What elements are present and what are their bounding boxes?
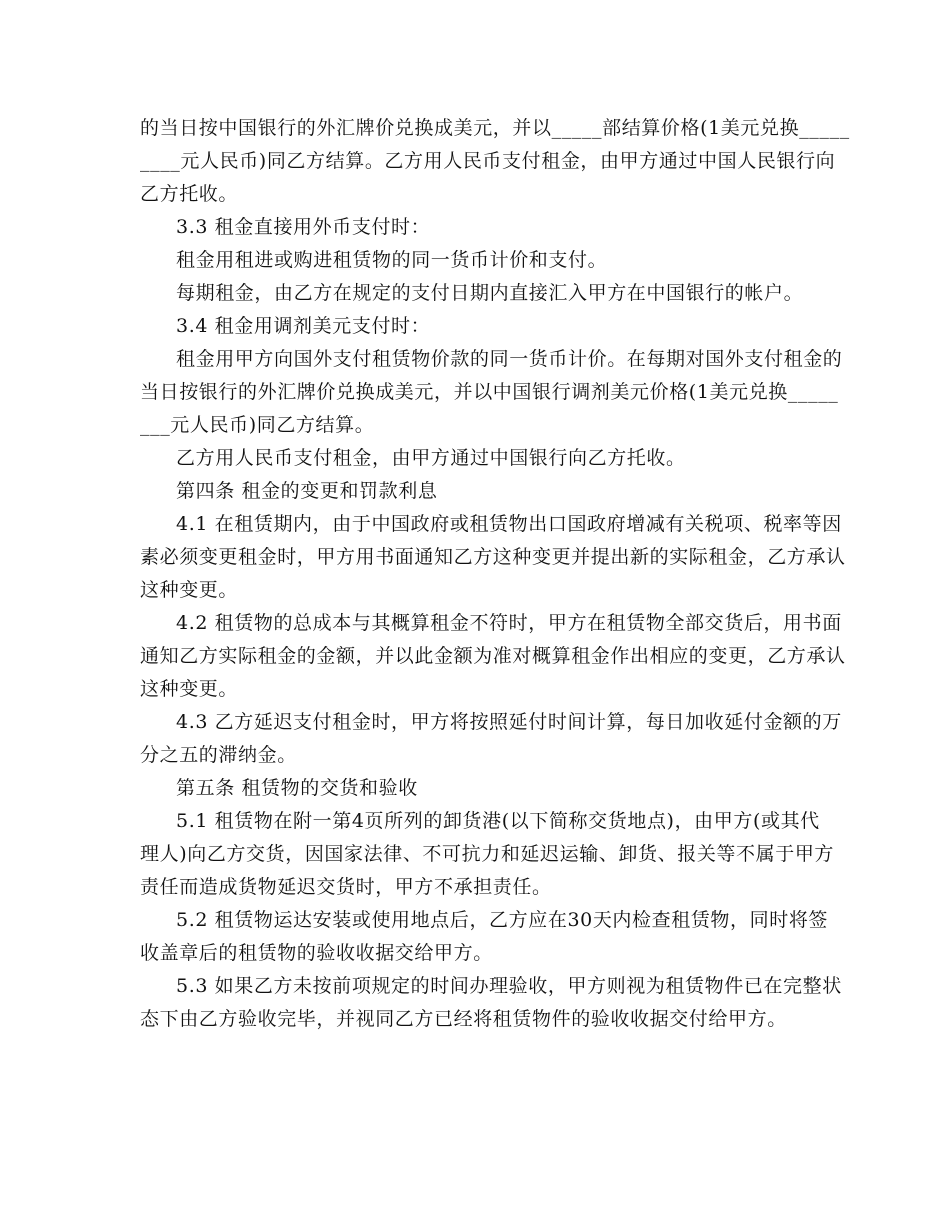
text-line: 3.4 租金用调剂美元支付时： — [176, 315, 431, 337]
paragraph — [140, 112, 850, 211]
text-line: 第四条 租金的变更和罚款利息 — [176, 480, 438, 502]
text-line: 这种变更。 — [140, 678, 239, 700]
document-body — [140, 112, 850, 1036]
text-line: 态下由乙方验收完毕，并视同乙方已经将租赁物件的验收收据交付给甲方。 — [140, 1008, 787, 1030]
paragraph — [140, 904, 829, 970]
text-line: 当日按银行的外汇牌价兑换成美元，并以中国银行调剂美元价格(1美元兑换_____ — [140, 381, 839, 403]
text-line: 责任而造成货物延迟交货时，甲方不承担责任。 — [140, 876, 552, 898]
paragraph — [140, 706, 842, 772]
paragraph — [140, 607, 846, 706]
text-line: 乙方用人民币支付租金，由甲方通过中国银行向乙方托收。 — [176, 447, 686, 469]
text-line: ____元人民币)同乙方结算。乙方用人民币支付租金，由甲方通过中国人民银行向 — [140, 150, 836, 172]
paragraph — [140, 277, 812, 310]
text-line: 4.2 租赁物的总成本与其概算租金不符时，甲方在租赁物全部交货后，用书面 — [176, 612, 842, 634]
text-line: 分之五的滞纳金。 — [140, 744, 297, 766]
text-line: 租金用租进或购进租赁物的同一货币计价和支付。 — [176, 249, 608, 271]
paragraph — [140, 211, 812, 244]
text-line: 理人)向乙方交货，因国家法律、不可抗力和延迟运输、卸货、报关等不属于甲方 — [140, 843, 835, 865]
paragraph — [140, 244, 812, 277]
paragraph — [140, 970, 842, 1036]
text-line: 收盖章后的租赁物的验收收据交给甲方。 — [140, 942, 493, 964]
text-line: 第五条 租赁物的交货和验收 — [176, 777, 418, 799]
paragraph — [140, 805, 835, 904]
text-line: 乙方托收。 — [140, 183, 239, 205]
paragraph — [140, 508, 846, 607]
paragraph — [140, 442, 812, 475]
text-line: 这种变更。 — [140, 579, 239, 601]
text-line: 的当日按中国银行的外汇牌价兑换成美元，并以_____部结算价格(1美元兑换_____ — [140, 117, 850, 139]
text-line: 4.3 乙方延迟支付租金时，甲方将按照延付时间计算，每日加收延付金额的万 — [176, 711, 842, 733]
text-line: 素必须变更租金时，甲方用书面通知乙方这种变更并提出新的实际租金，乙方承认 — [140, 546, 846, 568]
text-line: 5.3 如果乙方未按前项规定的时间办理验收，甲方则视为租赁物件已在完整状 — [176, 975, 842, 997]
paragraph — [140, 475, 812, 508]
document-page — [140, 112, 850, 1036]
text-line: 每期租金，由乙方在规定的支付日期内直接汇入甲方在中国银行的帐户。 — [176, 282, 804, 304]
paragraph — [140, 772, 812, 805]
text-line: 通知乙方实际租金的金额，并以此金额为准对概算租金作出相应的变更，乙方承认 — [140, 645, 846, 667]
text-line: 租金用甲方向国外支付租赁物价款的同一货币计价。在每期对国外支付租金的 — [176, 348, 843, 370]
text-line: 4.1 在租赁期内，由于中国政府或租赁物出口国政府增减有关税项、税率等因 — [176, 513, 842, 535]
text-line: ___元人民币)同乙方结算。 — [140, 414, 375, 436]
text-line: 5.1 租赁物在附一第4页所列的卸货港(以下简称交货地点)，由甲方(或其代 — [176, 810, 820, 832]
text-line: 3.3 租金直接用外币支付时： — [176, 216, 431, 238]
text-line: 5.2 租赁物运达安装或使用地点后，乙方应在30天内检查租赁物，同时将签 — [176, 909, 829, 931]
paragraph — [140, 343, 843, 442]
paragraph — [140, 310, 812, 343]
